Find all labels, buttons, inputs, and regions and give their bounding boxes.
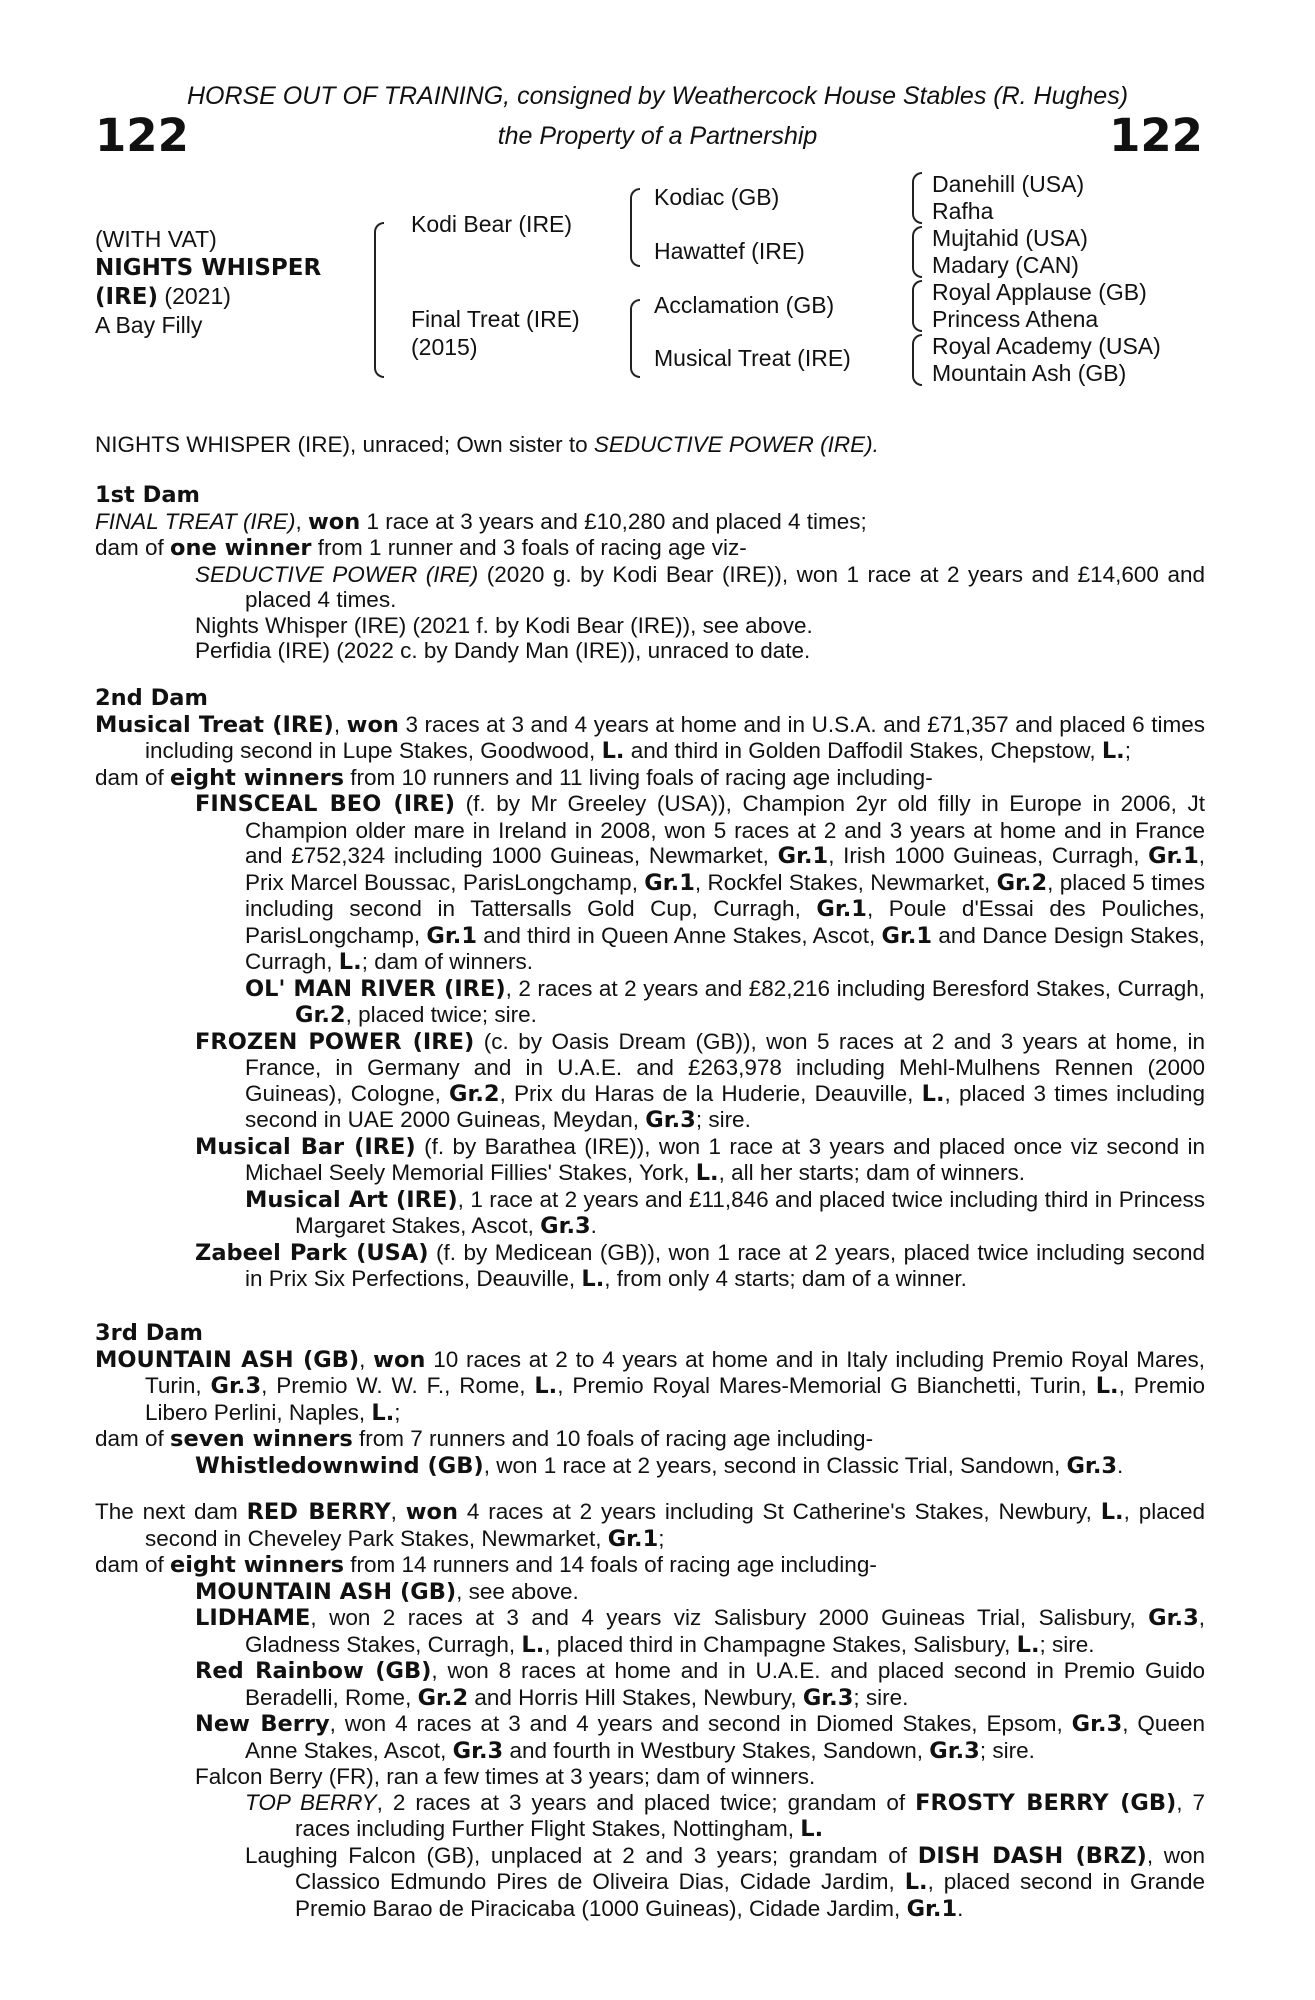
grade: Gr.1 — [426, 922, 477, 949]
ancestor-4: Madary (CAN) — [932, 252, 1079, 278]
text: ; — [658, 1525, 665, 1551]
grade: Gr.3 — [540, 1213, 591, 1239]
progeny-entry: Falcon Berry (FR), ran a few times at 3 years; dam of winners. — [195, 1764, 816, 1789]
grade: L. — [921, 1080, 945, 1107]
text: from 1 runner and 3 foals of racing age viz- — [311, 535, 747, 560]
pedigree-brace-main — [374, 222, 384, 378]
third-dam-record — [95, 1347, 1205, 1427]
grade: L. — [521, 1631, 545, 1658]
progeny-entry — [95, 1187, 1205, 1240]
ancestor-6: Princess Athena — [932, 306, 1099, 332]
text: and Horris Hill Stakes, Newbury, — [468, 1684, 803, 1710]
progeny-name: FINSCEAL BEO (IRE) — [195, 791, 456, 817]
grade: L. — [904, 1869, 928, 1895]
text: (c. by Oasis Dream (GB)), won 5 races at 2 and 3 years at home, in France, in Germany and in U.A.E. and £263,978 including Mehl-Mulhens Rennen (2000 Guineas), Cologne, — [245, 1028, 1205, 1106]
grade: Gr.1 — [607, 1525, 659, 1552]
text: dam of — [95, 535, 171, 560]
progeny-name: New Berry — [195, 1711, 330, 1737]
grade: Gr.3 — [645, 1107, 696, 1133]
text: ; — [394, 1399, 401, 1425]
grade: Gr.1 — [644, 869, 695, 896]
horse-country: (IRE) — [95, 284, 159, 310]
first-dam-heading: 1st Dam — [95, 482, 200, 508]
text: , — [359, 1346, 374, 1372]
text: ; sire. — [1039, 1631, 1095, 1657]
dam-name: Final Treat (IRE) — [411, 306, 580, 332]
pedigree-brace-g4 — [912, 334, 922, 386]
progeny-entry — [95, 1843, 1205, 1923]
text: , placed 5 times including second in Tattersalls Gold Cup, Curragh, — [245, 869, 1205, 921]
text: , Rockfel Stakes, Newmarket, — [694, 869, 997, 895]
third-dam-name: MOUNTAIN ASH (GB) — [95, 1346, 360, 1373]
text: , won Classico Edmundo Pires de Oliveira Dias, Cidade Jardim, — [295, 1842, 1206, 1894]
progeny-name: Musical Art (IRE) — [245, 1186, 458, 1213]
grade: Gr.1 — [906, 1895, 958, 1922]
text: dam of — [95, 1426, 171, 1451]
won-label: won — [373, 1346, 426, 1373]
progeny-entry — [95, 1790, 1205, 1843]
progeny-name: MOUNTAIN ASH (GB) — [195, 1578, 457, 1605]
grade: Gr.1 — [881, 922, 933, 949]
lot-number-left: 122 — [95, 109, 189, 162]
pedigree-brace-g3 — [912, 280, 922, 332]
text: , placed second in Grande Premio Barao de Piracicaba (1000 Guineas), Cidade Jardim, — [295, 1869, 1205, 1921]
progeny-entry — [95, 1453, 1205, 1480]
text: , Premio Libero Perlini, Naples, — [145, 1373, 1205, 1425]
sire-dam: Hawattef (IRE) — [654, 238, 805, 264]
text: , placed third in Champagne Stakes, Salisbury, — [544, 1631, 1017, 1657]
progeny-name: Zabeel Park (USA) — [195, 1239, 429, 1266]
first-dam-section — [95, 483, 1205, 664]
text: 3 races at 3 and 4 years at home and in U.S.A. and £71,357 and placed 6 times including second in Lupe Stakes, Goodwood, — [145, 711, 1205, 763]
text: ; dam of winners. — [361, 949, 534, 974]
grandchild-name: DISH DASH (BRZ) — [917, 1842, 1147, 1869]
progeny-entry: Nights Whisper (IRE) (2021 f. by Kodi Bear (IRE)), see above. — [195, 612, 813, 638]
progeny-entry — [95, 1240, 1205, 1293]
won-label: won — [307, 508, 361, 535]
text: , Prix du Haras de la Huderie, Deauville, — [499, 1080, 922, 1106]
intro-sibling: SEDUCTIVE POWER (IRE). — [593, 432, 879, 457]
text: ; — [1124, 738, 1131, 763]
ancestor-7: Royal Academy (USA) — [932, 333, 1161, 359]
grade: Gr.2 — [295, 1002, 346, 1028]
text: (2020 g. by Kodi Bear (IRE)), won 1 race at 2 years and £14,600 and placed 4 times. — [245, 561, 1205, 612]
grade: L. — [371, 1399, 395, 1426]
intro-line — [95, 432, 1205, 458]
grade: L. — [581, 1266, 605, 1292]
text: , placed 3 times including second in UAE 2000 Guineas, Meydan, — [245, 1080, 1205, 1132]
progeny-name: Musical Bar (IRE) — [195, 1133, 416, 1160]
won-label: won — [346, 711, 399, 738]
winners-count: eight winners — [170, 1552, 345, 1578]
text: , placed twice; sire. — [345, 1002, 537, 1027]
second-dam-section — [95, 686, 1205, 1293]
pedigree-brace-g1 — [912, 172, 922, 224]
pedigree-brace-g2 — [912, 226, 922, 278]
winners-count: seven winners — [170, 1426, 353, 1452]
progeny-name: FROZEN POWER (IRE) — [195, 1028, 475, 1055]
text: ; sire. — [695, 1107, 751, 1132]
text: , see above. — [456, 1578, 579, 1604]
text: , Premio Royal Mares-Memorial G Bianchetti, Turin, — [557, 1373, 1096, 1398]
consignor-line: HORSE OUT OF TRAINING, consigned by Weathercock House Stables (R. Hughes) — [186, 82, 1129, 110]
grade: Gr.3 — [1148, 1605, 1199, 1631]
grade: Gr.2 — [996, 869, 1048, 896]
grade: L. — [1100, 1499, 1124, 1525]
second-dam-heading: 2nd Dam — [95, 685, 208, 711]
horse-year: (2021) — [164, 283, 231, 309]
progeny-entry: Perfidia (IRE) (2022 c. by Dandy Man (IRE)), unraced to date. — [195, 638, 811, 663]
text: , Irish 1000 Guineas, Curragh, — [828, 843, 1149, 868]
text: The next dam — [95, 1499, 247, 1524]
grade: L. — [1095, 1373, 1119, 1399]
text: (f. by Mr Greeley (USA)), Champion 2yr old filly in Europe in 2006, Jt Champion older mare in Ireland in 2008, won 5 races at 2 and 3 years at home and in France and £752,324 including 1000 Guineas, Newmarket, — [245, 791, 1205, 868]
pedigree-brace-dam — [630, 299, 640, 378]
winners-count: one winner — [170, 535, 312, 561]
text: , — [390, 1499, 406, 1524]
text: (f. by Medicean (GB)), won 1 race at 2 years, placed twice including second in Prix Six Perfections, Deauville, — [245, 1239, 1205, 1291]
progeny-entry — [95, 1029, 1205, 1134]
next-dam-name: RED BERRY — [246, 1499, 391, 1525]
ancestor-5: Royal Applause (GB) — [932, 279, 1147, 305]
grade: L. — [1016, 1631, 1040, 1658]
ancestor-2: Rafha — [932, 198, 994, 224]
grade: Gr.1 — [1148, 843, 1199, 869]
text: , won 8 races at home and in U.A.E. and placed second in Premio Guido Beradelli, Rome, — [245, 1658, 1205, 1710]
won-label: won — [405, 1499, 459, 1525]
text: , all her starts; dam of winners. — [718, 1160, 1025, 1185]
ancestor-8: Mountain Ash (GB) — [932, 360, 1127, 386]
grade: Gr.2 — [449, 1080, 500, 1107]
text: and third in Golden Daffodil Stakes, Chepstow, — [624, 738, 1102, 763]
progeny-entry — [95, 1579, 1205, 1606]
text: ; sire. — [853, 1684, 909, 1710]
grade: Gr.1 — [816, 896, 867, 922]
text: from 10 runners and 11 living foals of racing age including- — [344, 764, 933, 790]
next-dam-record — [95, 1499, 1205, 1552]
grade: Gr.3 — [452, 1737, 504, 1764]
progeny-name: SEDUCTIVE POWER (IRE) — [195, 561, 479, 587]
progeny-entry — [95, 1605, 1205, 1658]
text: (f. by Barathea (IRE)), won 1 race at 3 years and placed once viz second in Michael Seely Memorial Fillies' Stakes, York, — [245, 1133, 1205, 1185]
winners-count: eight winners — [170, 764, 345, 791]
progeny-name: OL' MAN RIVER (IRE) — [245, 975, 506, 1002]
text: . — [957, 1895, 964, 1921]
text: , — [333, 711, 347, 737]
ancestor-3: Mujtahid (USA) — [932, 225, 1088, 251]
text: ; sire. — [979, 1737, 1035, 1763]
text: and Dance Design Stakes, Curragh, — [245, 922, 1205, 974]
sire-name: Kodi Bear (IRE) — [411, 211, 573, 237]
text: from 14 runners and 14 foals of racing age including- — [344, 1552, 877, 1577]
text: , 1 race at 2 years and £11,846 and placed twice including third in Princess Margaret Stakes, Ascot, — [295, 1186, 1206, 1238]
ancestor-1: Danehill (USA) — [932, 171, 1085, 197]
grade: Gr.1 — [777, 843, 829, 869]
text: 1 race at 3 years and £10,280 and placed 4 times; — [360, 508, 867, 534]
text: , — [295, 508, 308, 534]
progeny-entry — [95, 976, 1205, 1029]
text: dam of — [95, 1552, 171, 1577]
progeny-entry — [95, 1658, 1205, 1711]
text: , won 2 races at 3 and 4 years viz Salisbury 2000 Guineas Trial, Salisbury, — [310, 1605, 1149, 1630]
text: and third in Queen Anne Stakes, Ascot, — [476, 922, 882, 948]
text: , Prix Marcel Boussac, ParisLongchamp, — [245, 843, 1205, 895]
text: and fourth in Westbury Stakes, Sandown, — [503, 1737, 930, 1763]
grade: L. — [1101, 738, 1125, 764]
progeny-entry — [95, 1711, 1205, 1764]
text: , placed second in Cheveley Park Stakes, Newmarket, — [145, 1499, 1205, 1551]
grade: L. — [534, 1373, 558, 1399]
grade: L. — [601, 738, 625, 764]
text: , 2 races at 2 years and £82,216 including Beresford Stakes, Curragh, — [505, 975, 1205, 1001]
third-dam-heading: 3rd Dam — [95, 1320, 203, 1346]
text: , 2 races at 3 years and placed twice; grandam of — [376, 1789, 916, 1815]
intro-text: NIGHTS WHISPER (IRE), unraced; Own sister to — [95, 432, 594, 457]
third-dam-section — [95, 1321, 1205, 1479]
progeny-name: Whistledownwind (GB) — [195, 1452, 484, 1479]
first-dam-name: FINAL TREAT (IRE) — [95, 508, 296, 534]
text: 4 races at 2 years including St Catherine's Stakes, Newbury, — [458, 1499, 1101, 1524]
pedigree-brace-sire — [630, 188, 640, 267]
grade: Gr.3 — [802, 1684, 854, 1711]
grade: L. — [800, 1816, 824, 1842]
text: 10 races at 2 to 4 years at home and in Italy including Premio Royal Mares, Turin, — [145, 1346, 1205, 1398]
dam-year: (2015) — [411, 334, 478, 360]
text: Laughing Falcon (GB), unplaced at 2 and 3 years; grandam of — [245, 1842, 918, 1868]
progeny-name: TOP BERRY — [245, 1789, 377, 1815]
grade: Gr.2 — [417, 1684, 469, 1711]
horse-description: A Bay Filly — [95, 312, 203, 338]
text: dam of — [95, 764, 171, 790]
progeny-entry — [95, 1134, 1205, 1187]
grandchild-name: FROSTY BERRY (GB) — [915, 1789, 1177, 1816]
text: , Premio W. W. F., Rome, — [261, 1373, 535, 1398]
text: , Gladness Stakes, Curragh, — [245, 1605, 1205, 1657]
horse-name: NIGHTS WHISPER — [95, 255, 322, 281]
text: . — [1117, 1452, 1124, 1478]
second-dam-name: Musical Treat (IRE) — [95, 711, 334, 738]
text: , Queen Anne Stakes, Ascot, — [245, 1711, 1205, 1763]
dam-dam: Musical Treat (IRE) — [654, 345, 851, 371]
progeny-entry — [95, 791, 1205, 976]
text: from 7 runners and 10 foals of racing age including- — [352, 1426, 874, 1451]
grade: L. — [695, 1160, 719, 1186]
text: , 7 races including Further Flight Stakes, Nottingham, — [295, 1789, 1205, 1841]
next-dam-section — [95, 1499, 1205, 1922]
progeny-name: LIDHAME — [195, 1605, 311, 1631]
lot-number-right: 122 — [1109, 109, 1203, 162]
grade: Gr.3 — [929, 1737, 980, 1764]
property-line: the Property of a Partnership — [497, 122, 818, 150]
text: , won 4 races at 3 and 4 years and second in Diomed Stakes, Epsom, — [329, 1711, 1072, 1736]
grade: Gr.3 — [210, 1373, 262, 1399]
text: , Poule d'Essai des Pouliches, ParisLongchamp, — [245, 896, 1205, 948]
dam-sire: Acclamation (GB) — [654, 292, 835, 318]
sire-sire: Kodiac (GB) — [654, 184, 780, 210]
progeny-name: Red Rainbow (GB) — [195, 1658, 432, 1684]
text: , from only 4 starts; dam of a winner. — [604, 1266, 967, 1291]
text: . — [590, 1213, 597, 1238]
progeny-entry — [95, 562, 1205, 613]
grade: L. — [338, 949, 362, 975]
text: , won 1 race at 2 years, second in Classic Trial, Sandown, — [483, 1452, 1067, 1478]
vat-note: (WITH VAT) — [95, 226, 217, 252]
horse-details — [95, 225, 321, 339]
second-dam-record — [95, 712, 1205, 765]
grade: Gr.3 — [1066, 1452, 1118, 1479]
grade: Gr.3 — [1071, 1711, 1123, 1737]
